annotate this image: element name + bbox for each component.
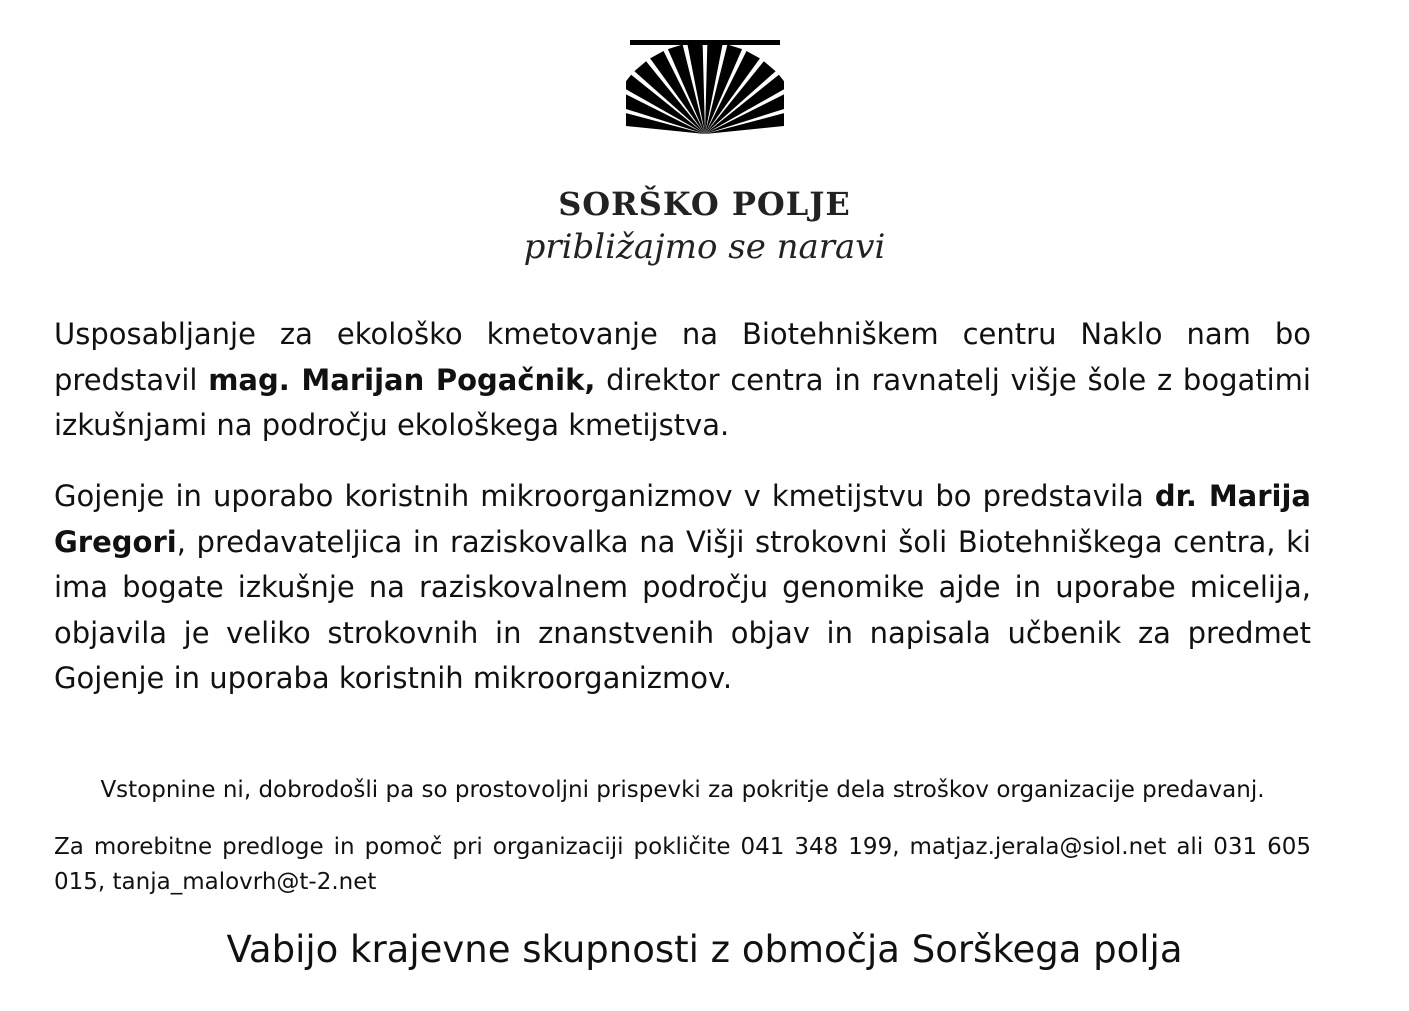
paragraph-training-text: Usposabljanje za ekološko kmetovanje na Biotehniškem centru Naklo nam bo predstavil xyxy=(54,317,1311,397)
sunburst-logo-icon xyxy=(626,40,784,142)
paragraph-microorganisms xyxy=(54,474,1311,702)
invitation-line: Vabijo krajevne skupnosti z območja Sorškega polja xyxy=(226,928,1183,971)
paragraph-training xyxy=(54,312,1311,449)
paragraph-microorganisms-text: Gojenje in uporabo koristnih mikroorganizmov v kmetijstvu bo predstavila xyxy=(54,479,1155,513)
contact-note: Za morebitne predloge in pomoč pri organizaciji pokličite 041 348 199, matjaz.jerala@siol.net ali 031 605 015, tanja_malovrh@t-2.net xyxy=(54,834,1311,895)
paragraph-training-text-end: direktor centra in ravnatelj višje šole z bogatimi izkušnjami na področju ekološkega kmetijstva. xyxy=(54,362,1311,442)
logo-title: SORŠKO POLJE xyxy=(558,185,851,223)
speaker-name-pogacnik: mag. Marijan Pogačnik, xyxy=(208,362,596,397)
paragraph-microorganisms-text-end: , predavateljica in raziskovalka na Višji strokovni šoli Biotehniškega centra, ki ima bogate izkušnje na raziskovalnem področju genomike ajde in uporabe micelija, objavila je veliko strokovnih in znanstvenih objav in napisala učbenik za predmet Gojenje in uporaba koristnih mikroorganizmov. xyxy=(54,524,1311,695)
speaker-name-gregori: dr. Marija Gregori xyxy=(54,479,1311,559)
entry-fee-note: Vstopnine ni, dobrodošli pa so prostovoljni prispevki za pokritje dela stroškov organizacije predavanj. xyxy=(100,777,1265,803)
logo-tagline: približajmo se naravi xyxy=(523,227,886,267)
logo-top-bar xyxy=(630,40,780,45)
